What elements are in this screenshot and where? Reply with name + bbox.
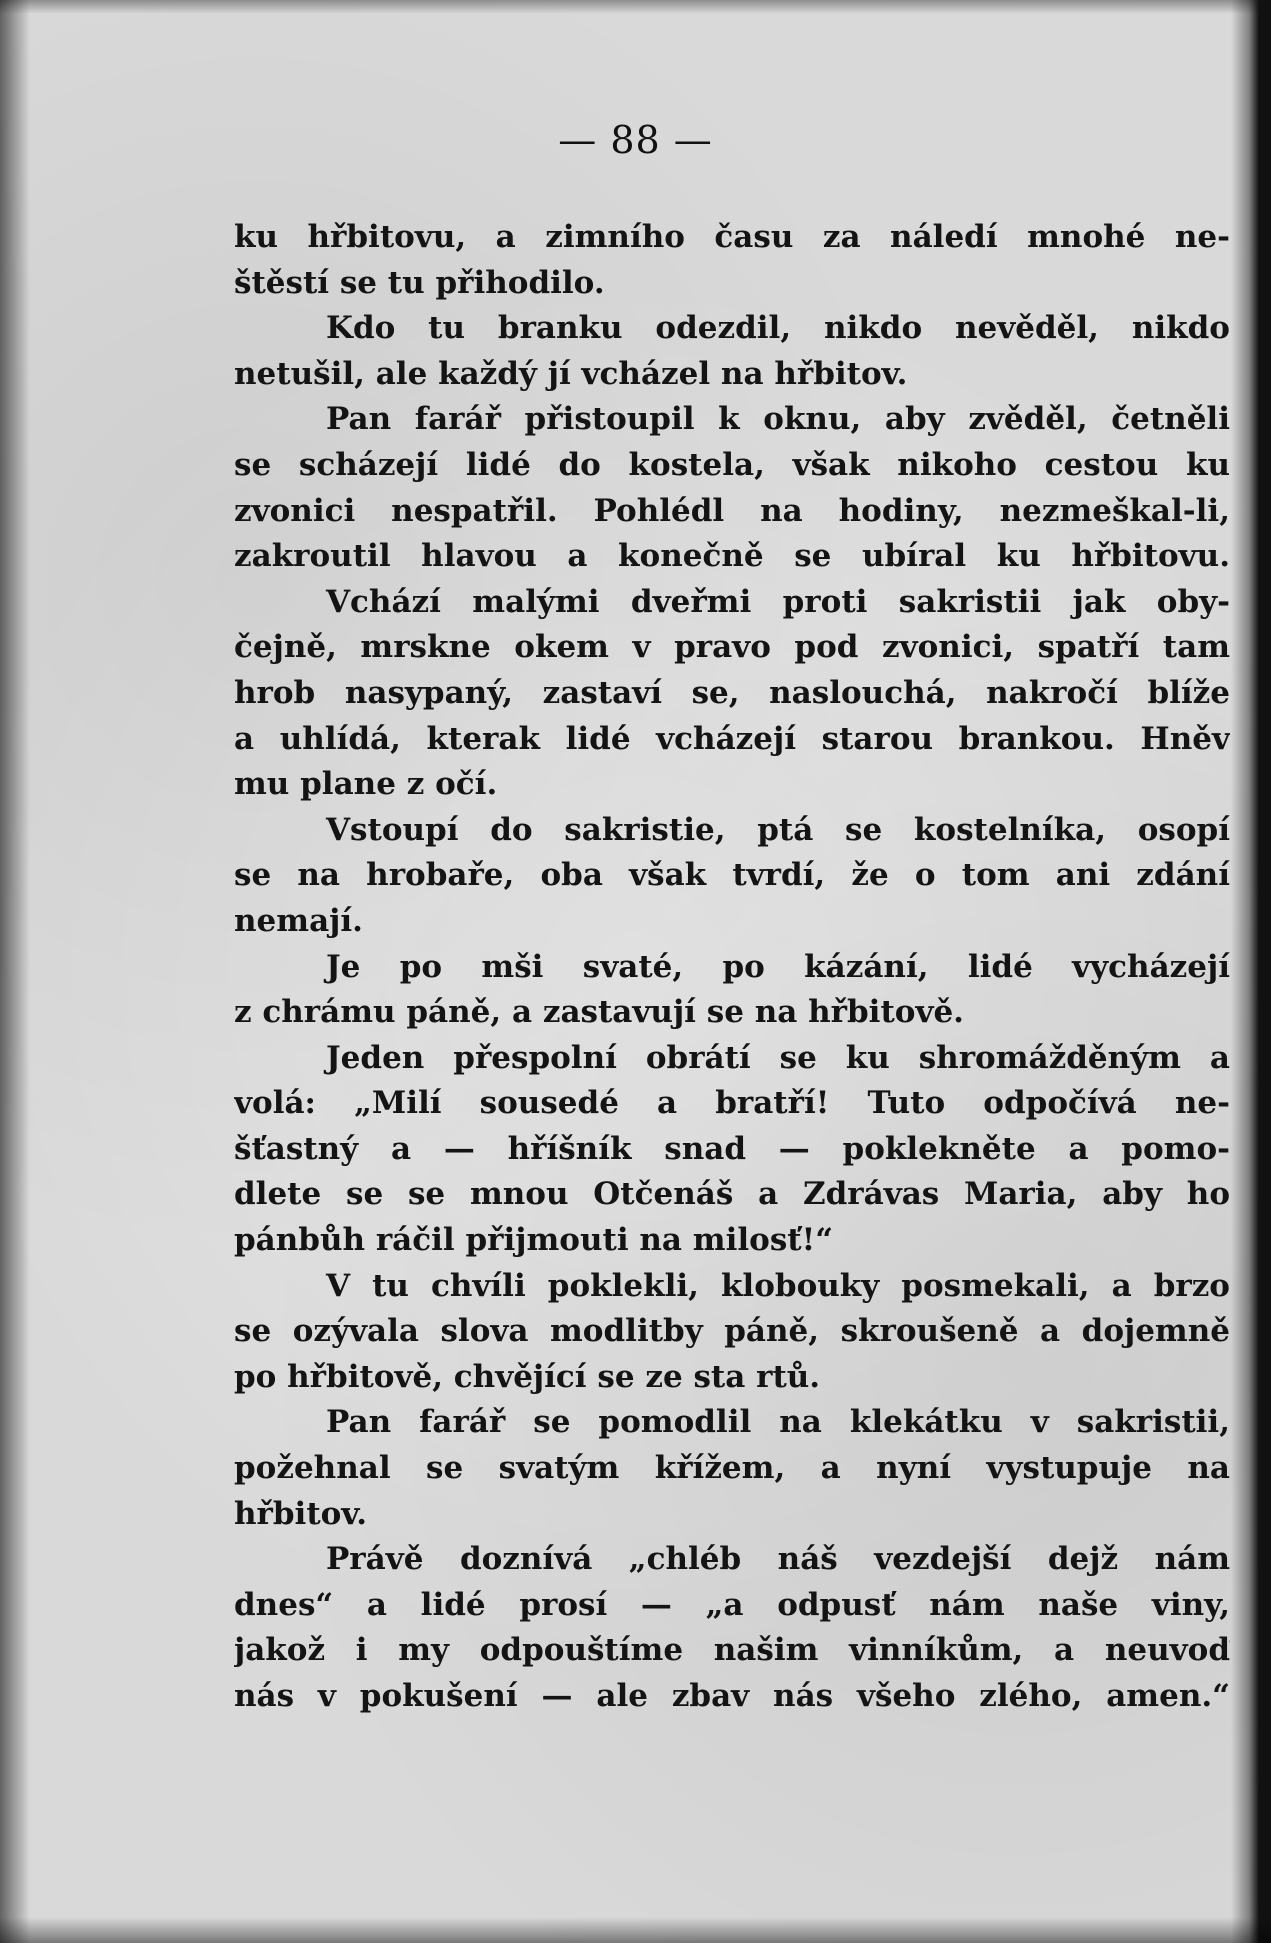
text-line: dlete se se mnou Otčenáš a Zdrávas Maria, aby ho: [234, 1176, 1230, 1213]
text-line: hrob nasypaný, zastaví se, naslouchá, nakročí blíže: [234, 674, 1230, 711]
text-line: štěstí se tu přihodilo.: [234, 264, 605, 301]
text-line: nemají.: [234, 902, 363, 939]
text-line: po hřbitově, chvějící se ze sta rtů.: [234, 1358, 821, 1395]
text-line: zakroutil hlavou a konečně se ubíral ku hřbitovu.: [234, 538, 1230, 575]
text-line: ku hřbitovu, a zimního času za náledí mnohé ne-: [234, 219, 1230, 255]
text-line: dnes“ a lidé prosí — „a odpusť nám naše viny,: [234, 1586, 1230, 1623]
text-line: Je po mši svaté, po kázání, lidé vycházejí: [326, 948, 1230, 985]
text-line: Vstoupí do sakristie, ptá se kostelníka, osopí: [326, 811, 1230, 848]
text-line: nás v pokušení — ale zbav nás všeho zlého, amen.“: [234, 1678, 1230, 1714]
text-line: Vchází malými dveřmi proti sakristii jak oby-: [326, 583, 1230, 620]
text-line: se ozývala slova modlitby páně, skroušeně a dojemně: [234, 1313, 1230, 1350]
text-line: čejně, mrskne okem v pravo pod zvonici, spatří tam: [234, 629, 1230, 666]
text-line: hřbitov.: [234, 1495, 368, 1532]
text-line: požehnal se svatým křížem, a nyní vystupuje na: [234, 1450, 1230, 1487]
text-line: volá: „Milí sousedé a bratří! Tuto odpočívá ne-: [234, 1085, 1230, 1122]
text-line: pánbůh ráčil přijmouti na milosť!“: [234, 1222, 834, 1259]
text-line: netušil, ale každý jí vcházel na hřbitov.: [234, 355, 908, 392]
text-line: Kdo tu branku odezdil, nikdo nevěděl, nikdo: [326, 310, 1230, 347]
text-line: jakož i my odpouštíme našim vinníkům, a neuvoď: [234, 1632, 1230, 1669]
page-number: — 88 —: [558, 118, 713, 162]
body-text: [234, 215, 1230, 1720]
text-line: se scházejí lidé do kostela, však nikoho cestou ku: [234, 446, 1230, 483]
text-line: V tu chvíli poklekli, klobouky posmekali, a brzo: [326, 1267, 1230, 1304]
text-line: Jeden přespolní obrátí se ku shromážděným a: [326, 1039, 1230, 1076]
text-line: Pan farář přistoupil k oknu, aby zvěděl, četněli: [326, 401, 1230, 438]
page-edge-top: [0, 0, 1271, 14]
text-line: z chrámu páně, a zastavují se na hřbitově.: [234, 994, 964, 1031]
text-line: mu plane z očí.: [234, 766, 498, 803]
text-line: Pan farář se pomodlil na klekátku v sakristii,: [326, 1404, 1230, 1441]
text-line: Právě doznívá „chléb náš vezdejší dejž nám: [326, 1541, 1230, 1578]
text-line: šťastný a — hříšník snad — poklekněte a pomo-: [234, 1130, 1230, 1167]
text-line: se na hrobaře, oba však tvrdí, že o tom ani zdání: [234, 857, 1230, 894]
text-line: zvonici nespatřil. Pohlédl na hodiny, nezmeškal-li,: [234, 492, 1230, 529]
page-edge-left: [0, 0, 30, 1943]
text-line: a uhlídá, kterak lidé vcházejí starou brankou. Hněv: [234, 720, 1230, 757]
page-edge-right: [1231, 0, 1271, 1943]
page-edge-bottom: [0, 1917, 1271, 1943]
